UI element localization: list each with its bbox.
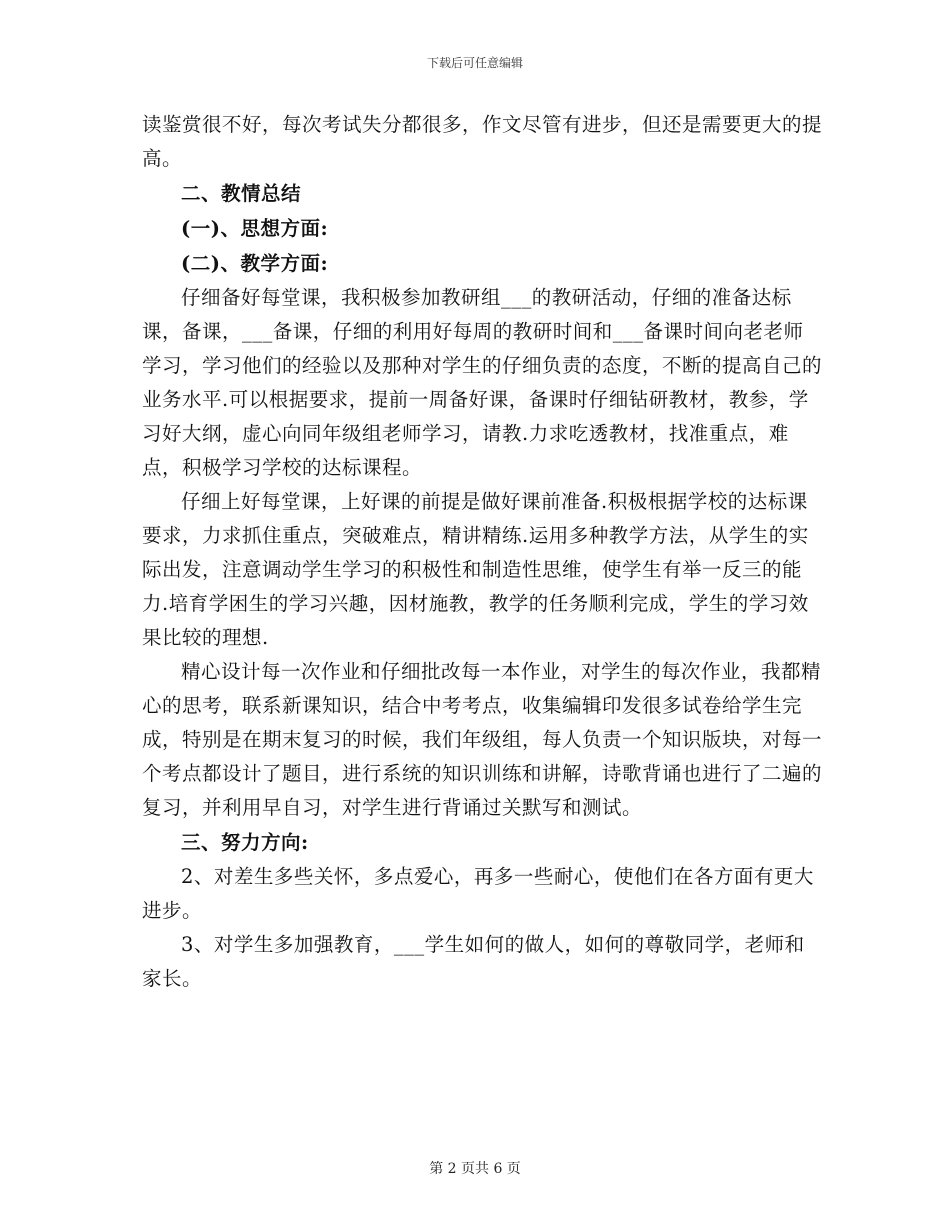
paragraph-point-2: 2、对差生多些关怀，多点爱心，再多一些耐心，使他们在各方面有更大进步。 <box>142 865 814 922</box>
section-heading-summary: 二、教情总结 <box>181 182 302 205</box>
paragraph-homework: 精心设计每一次作业和仔细批改每一本作业，对学生的每次作业，我都精心的思考，联系新课知识，结合中考考点，收集编辑印发很多试卷给学生完成，特别是在期末复习的时候，我们年级组，每人负责一个知识版块，对每一个考点都设计了题目，进行系统的知识训练和讲解，诗歌背诵也进行了二遍的复习，并利用早自习，对学生进行背诵过关默写和测试。 <box>142 660 823 819</box>
document-body <box>142 108 822 996</box>
subsection-heading-teaching: (二)、教学方面: <box>181 252 329 275</box>
section-heading-direction: 三、努力方向: <box>181 831 309 854</box>
subsection-heading-thought: (一)、思想方面: <box>181 217 329 240</box>
page-header: 下载后可任意编辑 <box>426 56 523 70</box>
paragraph-continuation: 读鉴赏很不好，每次考试失分都很多，作文尽管有进步，但还是需要更大的提高。 <box>142 113 823 170</box>
paragraph-lesson-prep: 仔细备好每堂课，我积极参加教研组___的教研活动，仔细的准备达标课，备课，___备课，仔细的利用好每周的教研时间和___备课时间向老老师学习，学习他们的经验以及那种对学生的仔细负责的态度，不断的提高自己的业务水平.可以根据要求，提前一周备好课，备课时仔细钻研教材，教参，学习好大纲，虚心向同年级组老师学习，请教.力求吃透教材，找准重点，难点，积极学习学校的达标课程。 <box>142 286 823 479</box>
paragraph-point-3: 3、对学生多加强教育，___学生如何的做人，如何的尊敬同学，老师和家长。 <box>142 933 805 990</box>
paragraph-lesson-delivery: 仔细上好每堂课，上好课的前提是做好课前准备.积极根据学校的达标课要求，力求抓住重点，突破难点，精讲精练.运用多种教学方法，从学生的实际出发，注意调动学生学习的积极性和制造性思维，使学生有举一反三的能力.培育学困生的学习兴趣，因材施教，教学的任务顺利完成，学生的学习效果比较的理想. <box>142 490 809 649</box>
page-footer: 第 2 页共 6 页 <box>429 1161 521 1177</box>
